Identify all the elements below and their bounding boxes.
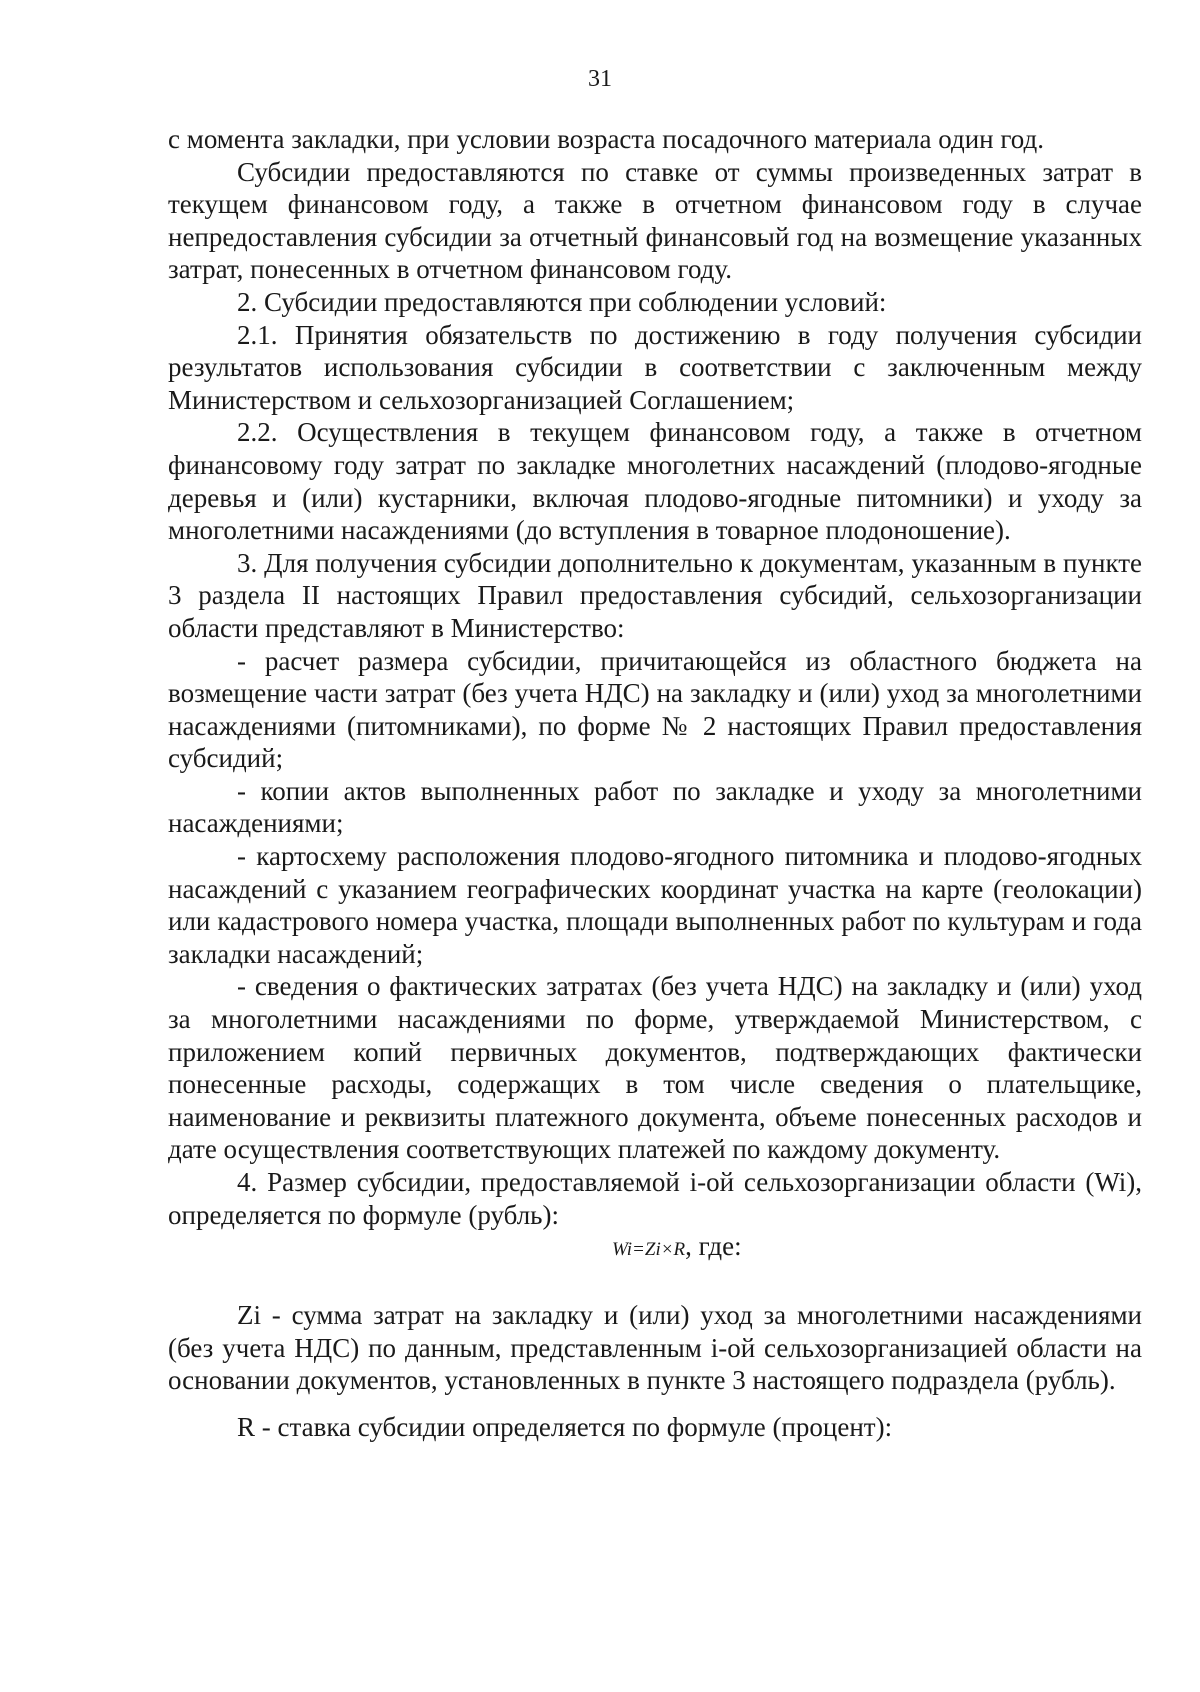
list-item-subsidy-calculation: - расчет размера субсидии, причитающейся из областного бюджета на возмещение части затрат (без учета НДС) на закладку и (или) уход за многолетними насаждениями (питомниками), по форме № 2 настоящих Правил предоставления субсидий; <box>168 645 1142 774</box>
paragraph-item-2: 2. Субсидии предоставляются при соблюдении условий: <box>237 286 887 317</box>
formula-suffix: , где: <box>685 1231 742 1262</box>
paragraph-subsidy-rate: Субсидии предоставляются по ставке от суммы произведенных затрат в текущем финансовом году, а также в отчетном финансовом году в случае непредоставления субсидии за отчетный финансовый год на возмещение указанных затрат, понесенных в отчетном финансовом году. <box>168 156 1142 285</box>
paragraph-item-3: 3. Для получения субсидии дополнительно к документам, указанным в пункте 3 раздела II настоящих Правил предоставления субсидий, сельхозорганизации области представляют в Министерство: <box>168 547 1142 643</box>
list-item-actual-costs: - сведения о фактических затратах (без учета НДС) на закладку и (или) уход за многолетними насаждениями по форме, утверждаемой Министерством, с приложением копий первичных документов, подтверждающих фактически понесенные расходы, содержащих в том числе сведения о плательщике, наименование и реквизиты платежного документа, объеме понесенных расходов и дате осуществления соответствующих платежей по каждому документу. <box>168 971 1142 1165</box>
formula-line <box>168 1231 1142 1293</box>
paragraph-zi-definition: Zi - сумма затрат на закладку и (или) уход за многолетними насаждениями (без учета НДС) по данным, представленным i-ой сельхозорганизацией области на основании документов, установленных в пункте 3 настоящего подраздела (рубль). <box>168 1300 1142 1396</box>
list-item-work-acts: - копии актов выполненных работ по закладке и уходу за многолетними насаждениями; <box>168 775 1142 839</box>
list-item-map-scheme: - картосхему расположения плодово-ягодного питомника и плодово-ягодных насаждений с указанием географических координат участка на карте (геолокации) или кадастрового номера участка, площади выполненных работ по культурам и года закладки насаждений; <box>168 841 1142 969</box>
paragraph-r-definition: R - ставка субсидии определяется по формуле (процент): <box>237 1411 893 1442</box>
paragraph-item-2-2: 2.2. Осуществления в текущем финансовом году, а также в отчетном финансовому году затрат по закладке многолетних насаждений (плодово-ягодные деревья и (или) кустарники, включая плодово-ягодные питомники) и уходу за многолетними насаждениями (до вступления в товарное плодоношение). <box>168 417 1142 546</box>
page-number: 31 <box>588 66 612 92</box>
document-body <box>168 123 1142 1444</box>
paragraph-continuation: с момента закладки, при условии возраста посадочного материала один год. <box>168 124 1044 154</box>
paragraph-item-4: 4. Размер субсидии, предоставляемой i-ой сельхозорганизации области (Wi), определяется по формуле (рубль): <box>168 1167 1142 1230</box>
paragraph-item-2-1: 2.1. Принятия обязательств по достижению в году получения субсидии результатов использования субсидии в соответствии с заключенным между Министерством и сельхозорганизацией Соглашением; <box>168 319 1142 415</box>
formula-wi: Wi=Zi×R <box>612 1239 686 1261</box>
